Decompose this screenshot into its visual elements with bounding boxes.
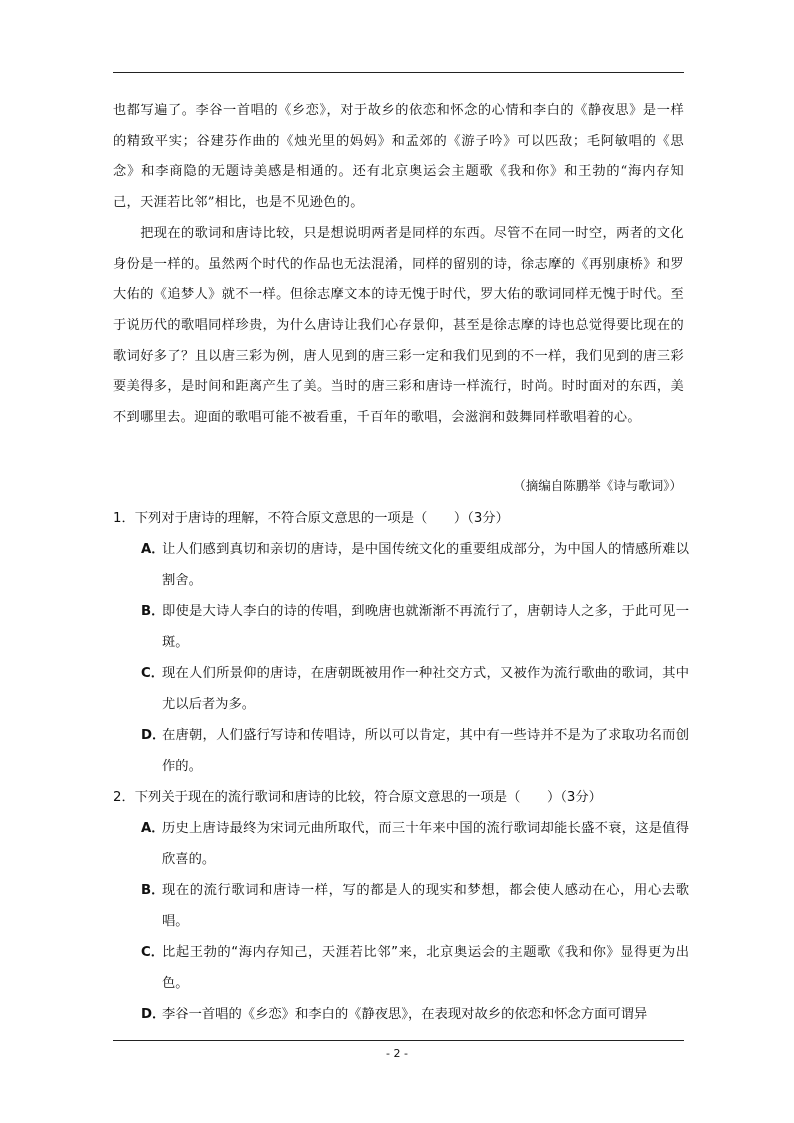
question-1 — [113, 503, 689, 782]
option-text: 现在人们所景仰的唐诗，在唐朝既被用作一种社交方式，又被作为流行歌曲的歌词，其中尤以后者为多。 — [162, 666, 689, 712]
page-number: - 2 - — [386, 1047, 408, 1060]
option-a[interactable] — [113, 813, 689, 875]
option-d[interactable] — [113, 720, 689, 782]
option-text: 李谷一首唱的《乡恋》和李白的《静夜思》，在表现对故乡的依恋和怀念方面可谓异 — [162, 1007, 648, 1022]
option-b[interactable] — [113, 875, 689, 937]
questions — [113, 503, 689, 1030]
option-b[interactable] — [113, 596, 689, 658]
option-label: A． — [141, 542, 165, 557]
header-rule — [113, 72, 684, 73]
question-stem: 1．下列对于唐诗的理解，不符合原文意思的一项是（ ）（3分） — [113, 511, 509, 526]
option-label: B． — [141, 883, 165, 898]
option-label: A． — [141, 821, 165, 836]
passage — [113, 96, 684, 434]
option-c[interactable] — [113, 937, 689, 999]
question-2 — [113, 782, 689, 1030]
option-label: D． — [141, 1007, 166, 1022]
passage-paragraph: 也都写遍了。李谷一首唱的《乡恋》，对于故乡的依恋和怀念的心情和李白的《静夜思》是一样的精致平实；谷建芬作曲的《烛光里的妈妈》和孟郊的《游子吟》可以匹敌；毛阿敏唱的《思念》和李商隐的无题诗美感是相通的。还有北京奥运会主题歌《我和你》和王勃的“海内存知己，天涯若比邻”相比，也是不见逊色的。 — [113, 103, 684, 211]
passage-paragraph: 把现在的歌词和唐诗比较，只是想说明两者是同样的东西。尽管不在同一时空，两者的文化身份是一样的。虽然两个时代的作品也无法混淆，同样的留别的诗，徐志摩的《再别康桥》和罗大佑的《追梦人》就不一样。但徐志摩文本的诗无愧于时代，罗大佑的歌词同样无愧于时代。至于说历代的歌唱同样珍贵，为什么唐诗让我们心存景仰，甚至是徐志摩的诗也总觉得要比现在的歌词好多了？且以唐三彩为例，唐人见到的唐三彩一定和我们见到的不一样，我们见到的唐三彩要美得多，是时间和距离产生了美。当时的唐三彩和唐诗一样流行，时尚。时时面对的东西，美不到哪里去。迎面的歌唱可能不被看重，千百年的歌唱，会滋润和鼓舞同样歌唱着的心。 — [113, 225, 684, 426]
question-stem: 2．下列关于现在的流行歌词和唐诗的比较，符合原文意思的一项是（ ）（3分） — [113, 790, 602, 805]
option-label: D． — [141, 728, 166, 743]
passage-source: （摘编自陈鹏举《诗与歌词》） — [513, 478, 682, 493]
option-label: C． — [141, 666, 165, 681]
option-c[interactable] — [113, 658, 689, 720]
footer-rule — [113, 1040, 684, 1041]
option-label: C． — [141, 945, 165, 960]
option-text: 历史上唐诗最终为宋词元曲所取代，而三十年来中国的流行歌词却能长盛不衰，这是值得欣喜的。 — [162, 821, 689, 867]
option-text: 比起王勃的“海内存知己，天涯若比邻”来，北京奥运会的主题歌《我和你》显得更为出色。 — [162, 945, 689, 991]
option-a[interactable] — [113, 534, 689, 596]
option-text: 让人们感到真切和亲切的唐诗，是中国传统文化的重要组成部分，为中国人的情感所难以割舍。 — [162, 542, 689, 588]
option-d[interactable] — [113, 999, 689, 1030]
option-text: 即使是大诗人李白的诗的传唱，到晚唐也就渐渐不再流行了，唐朝诗人之多，于此可见一斑。 — [162, 604, 689, 650]
option-text: 现在的流行歌词和唐诗一样，写的都是人的现实和梦想，都会使人感动在心，用心去歌唱。 — [162, 883, 689, 929]
option-text: 在唐朝，人们盛行写诗和传唱诗，所以可以肯定，其中有一些诗并不是为了求取功名而创作的。 — [162, 728, 689, 774]
option-label: B． — [141, 604, 165, 619]
